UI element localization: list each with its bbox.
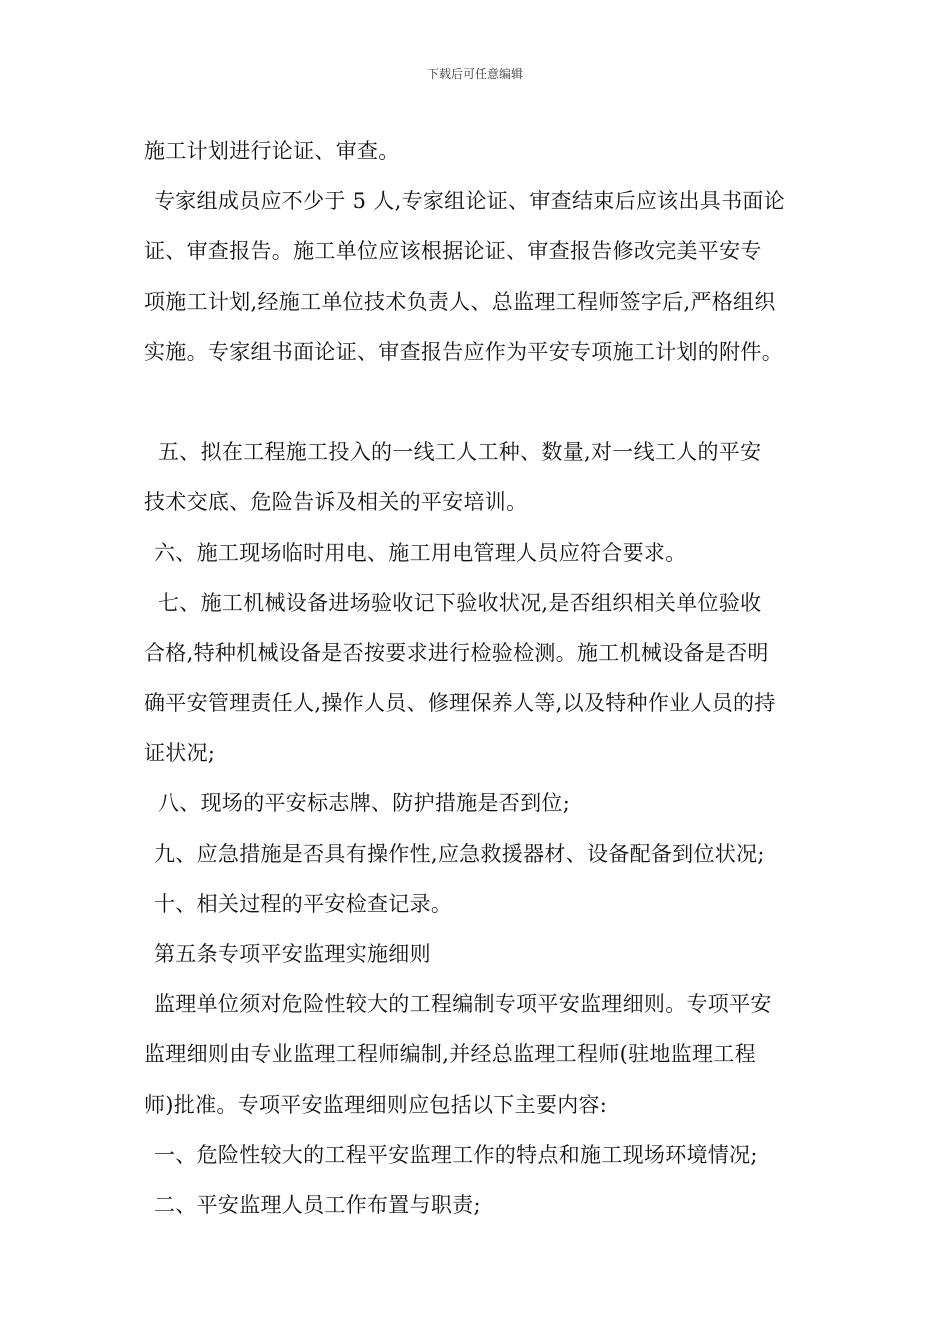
text-line: 六、施工现场临时用电、施工用电管理人员应符合要求。 (154, 540, 687, 565)
text-line: 证、审查报告。施工单位应该根据论证、审查报告修改完美平安专 (144, 239, 762, 264)
text-line: 实施。专家组书面论证、审查报告应作为平安专项施工计划的附件。 (144, 339, 783, 364)
paragraph-gap (144, 377, 824, 427)
text-line: 证状况; (144, 741, 216, 766)
text-line: 专家组成员应不少于 5 人,专家组论证、审查结束后应该出具书面论 (154, 189, 785, 214)
text-line: 项施工计划,经施工单位技术负责人、总监理工程师签字后,严格组织 (144, 289, 776, 314)
section-heading: 第五条专项平安监理实施细则 (154, 942, 431, 966)
text-line: 五、拟在工程施工投入的一线工人工种、数量,对一线工人的平安 (158, 440, 762, 465)
text-line: 十、相关过程的平安检查记录。 (154, 891, 453, 916)
text-line: 一、危险性较大的工程平安监理工作的特点和施工现场环境情况; (154, 1142, 758, 1167)
text-line: 师)批准。专项平安监理细则应包括以下主要内容: (144, 1092, 608, 1117)
text-line: 确平安管理责任人,操作人员、修理保养人等,以及特种作业人员的持 (144, 691, 776, 716)
text-line: 七、施工机械设备进场验收记下验收状况,是否组织相关单位验收 (158, 590, 762, 615)
text-line: 八、现场的平安标志牌、防护措施是否到位; (158, 791, 571, 816)
text-line: 监理细则由专业监理工程师编制,并经总监理工程师(驻地监理工程 (144, 1042, 756, 1067)
text-line: 二、平安监理人员工作布置与职责; (154, 1192, 481, 1217)
text-line: 九、应急措施是否具有操作性,应急救援器材、设备配备到位状况; (154, 841, 765, 866)
text-line: 施工计划进行论证、审查。 (144, 139, 400, 163)
text-line: 监理单位须对危险性较大的工程编制专项平安监理细则。专项平安 (154, 992, 772, 1017)
page-header: 下载后可任意编辑 (426, 67, 523, 81)
text-line: 技术交底、危险告诉及相关的平安培训。 (144, 490, 528, 515)
document-body (144, 126, 824, 1230)
text-line: 合格,特种机械设备是否按要求进行检验检测。施工机械设备是否明 (144, 640, 769, 665)
